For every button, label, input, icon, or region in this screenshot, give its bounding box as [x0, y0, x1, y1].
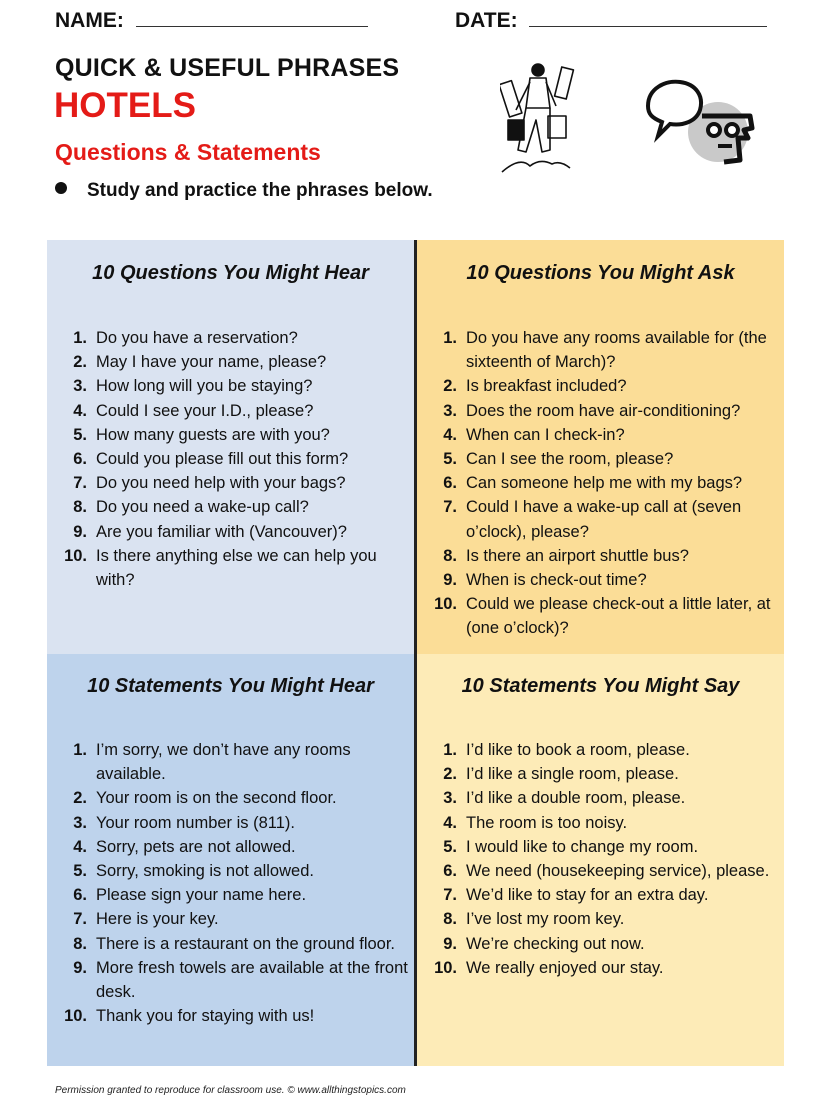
item-number: 4.	[73, 837, 87, 856]
item-text: Could you please fill out this form?	[96, 450, 349, 469]
questions-ask-panel	[417, 240, 784, 654]
panel-title: 10 Statements You Might Say	[461, 675, 740, 697]
item-text: I’d like a double room, please.	[466, 789, 686, 808]
item-number: 1.	[73, 329, 87, 347]
item-text: There is a restaurant on the ground floor.	[96, 934, 396, 953]
list-item	[425, 932, 778, 956]
list-item	[55, 374, 408, 398]
item-text: How many guests are with you?	[96, 425, 330, 444]
list-item	[425, 471, 778, 495]
item-text: Thank you for staying with us!	[96, 1007, 315, 1026]
item-number: 1.	[443, 329, 457, 347]
item-number: 6.	[73, 886, 87, 905]
instruction-text: Study and practice the phrases below.	[87, 180, 433, 201]
item-number: 2.	[73, 789, 87, 808]
date-label: DATE:	[455, 9, 518, 32]
item-number: 3.	[73, 377, 87, 396]
item-text: The room is too noisy.	[466, 813, 628, 832]
item-text: Is there anything else we can help you with?	[96, 546, 377, 590]
item-text: I’ve lost my room key.	[466, 910, 625, 929]
item-text: Your room is on the second floor.	[96, 789, 337, 808]
item-number: 8.	[443, 910, 457, 929]
list-item	[55, 423, 408, 447]
list-item	[55, 399, 408, 423]
item-number: 3.	[443, 401, 457, 420]
item-text: Could I have a wake-up call at (seven o’clock), please?	[466, 498, 742, 541]
item-text: Is breakfast included?	[466, 377, 627, 396]
list-item	[55, 956, 408, 1004]
item-number: 6.	[73, 450, 87, 469]
item-number: 7.	[73, 474, 87, 493]
panel-title: 10 Statements You Might Hear	[87, 675, 374, 697]
item-text: Please sign your name here.	[96, 886, 307, 905]
list-item	[55, 786, 408, 810]
date-field	[455, 8, 767, 33]
item-text: Sorry, smoking is not allowed.	[96, 862, 314, 881]
item-number: 8.	[443, 546, 457, 565]
item-number: 2.	[443, 377, 457, 396]
phrase-list	[425, 326, 778, 641]
item-text: Do you need help with your bags?	[96, 474, 346, 493]
list-item	[55, 859, 408, 883]
list-item	[425, 447, 778, 471]
list-item	[425, 859, 778, 883]
panel-title: 10 Questions You Might Hear	[92, 262, 369, 284]
item-text: Is there an airport shuttle bus?	[466, 546, 689, 565]
phrase-list	[55, 738, 408, 1028]
header-line	[55, 8, 785, 33]
list-item	[55, 520, 408, 544]
list-item	[55, 811, 408, 835]
item-text: Do you have a reservation?	[96, 329, 298, 347]
instruction	[55, 180, 433, 202]
item-number: 10.	[64, 546, 87, 565]
item-number: 5.	[73, 862, 87, 881]
item-text: Could we please check-out a little later, at (one o’clock)?	[466, 595, 771, 638]
item-number: 4.	[73, 401, 87, 420]
item-text: Are you familiar with (Vancouver)?	[96, 522, 347, 541]
list-item	[425, 568, 778, 592]
item-number: 5.	[443, 837, 457, 856]
list-item	[425, 811, 778, 835]
item-text: I’d like to book a room, please.	[466, 741, 690, 759]
item-number: 7.	[443, 498, 457, 517]
list-item	[55, 350, 408, 374]
list-item	[425, 835, 778, 859]
list-item	[55, 326, 408, 350]
item-text: When is check-out time?	[466, 571, 647, 590]
title-phrases: QUICK & USEFUL PHRASES	[55, 54, 400, 82]
item-number: 10.	[434, 958, 457, 977]
list-item	[55, 883, 408, 907]
list-item	[425, 326, 778, 374]
subtitle: Questions & Statements	[55, 139, 321, 165]
footer-permission: Permission granted to reproduce for classroom use. © www.allthingstopics.com	[55, 1085, 406, 1096]
list-item	[425, 786, 778, 810]
item-number: 6.	[443, 474, 457, 493]
list-item	[55, 1004, 408, 1028]
item-text: We’d like to stay for an extra day.	[466, 886, 709, 905]
item-text: I’m sorry, we don’t have any rooms available.	[96, 741, 351, 784]
item-number: 9.	[443, 571, 457, 590]
item-text: Sorry, pets are not allowed.	[96, 837, 296, 856]
list-item	[55, 471, 408, 495]
item-number: 3.	[443, 789, 457, 808]
date-blank[interactable]	[529, 8, 767, 27]
item-number: 8.	[73, 498, 87, 517]
list-item	[55, 495, 408, 519]
item-number: 7.	[443, 886, 457, 905]
item-number: 7.	[73, 910, 87, 929]
list-item	[55, 907, 408, 931]
item-text: May I have your name, please?	[96, 353, 327, 372]
list-item	[55, 932, 408, 956]
title-hotels: HOTELS	[54, 86, 196, 125]
item-number: 8.	[73, 934, 87, 953]
name-blank[interactable]	[136, 8, 368, 27]
item-number: 4.	[443, 813, 457, 832]
list-item	[55, 447, 408, 471]
item-number: 9.	[443, 934, 457, 953]
item-text: Do you need a wake-up call?	[96, 498, 309, 517]
list-item	[425, 883, 778, 907]
item-number: 2.	[73, 353, 87, 372]
item-text: We need (housekeeping service), please.	[466, 862, 770, 881]
panel-title: 10 Questions You Might Ask	[466, 262, 735, 284]
list-item	[55, 738, 408, 786]
name-label: NAME:	[55, 9, 124, 32]
item-number: 2.	[443, 765, 457, 784]
item-text: We really enjoyed our stay.	[466, 958, 664, 977]
item-text: I’d like a single room, please.	[466, 765, 679, 784]
item-number: 5.	[73, 425, 87, 444]
list-item	[425, 495, 778, 543]
statements-hear-panel	[47, 654, 414, 1066]
list-item	[55, 835, 408, 859]
list-item	[425, 399, 778, 423]
phrase-list	[425, 738, 778, 980]
item-text: Can someone help me with my bags?	[466, 474, 743, 493]
list-item	[425, 956, 778, 980]
item-text: Do you have any rooms available for (the sixteenth of March)?	[466, 329, 767, 372]
item-number: 9.	[73, 522, 87, 541]
bellhop-icon	[500, 60, 575, 175]
list-item	[425, 907, 778, 931]
list-item	[425, 762, 778, 786]
item-number: 1.	[443, 741, 457, 759]
list-item	[425, 592, 778, 640]
item-text: Your room number is (811).	[96, 813, 296, 832]
item-text: Can I see the room, please?	[466, 450, 674, 469]
center-divider	[414, 240, 417, 1066]
bullet-icon	[55, 182, 67, 194]
item-number: 10.	[64, 1007, 87, 1026]
item-number: 1.	[73, 741, 87, 759]
item-number: 6.	[443, 862, 457, 881]
item-number: 5.	[443, 450, 457, 469]
list-item	[425, 374, 778, 398]
item-text: More fresh towels are available at the front desk.	[96, 958, 408, 1002]
list-item	[425, 544, 778, 568]
list-item	[425, 738, 778, 762]
list-item	[55, 544, 408, 592]
phrase-list	[55, 326, 408, 592]
statements-say-panel	[417, 654, 784, 1066]
list-item	[425, 423, 778, 447]
item-number: 4.	[443, 425, 457, 444]
item-text: When can I check-in?	[466, 425, 625, 444]
item-text: Could I see your I.D., please?	[96, 401, 314, 420]
speaking-face-icon	[640, 76, 760, 166]
item-number: 10.	[434, 595, 457, 614]
item-number: 9.	[73, 958, 87, 977]
item-text: I would like to change my room.	[466, 837, 699, 856]
item-text: Here is your key.	[96, 910, 219, 929]
item-text: Does the room have air-conditioning?	[466, 401, 741, 420]
questions-hear-panel	[47, 240, 414, 654]
item-number: 3.	[73, 813, 87, 832]
item-text: We’re checking out now.	[466, 934, 645, 953]
item-text: How long will you be staying?	[96, 377, 313, 396]
